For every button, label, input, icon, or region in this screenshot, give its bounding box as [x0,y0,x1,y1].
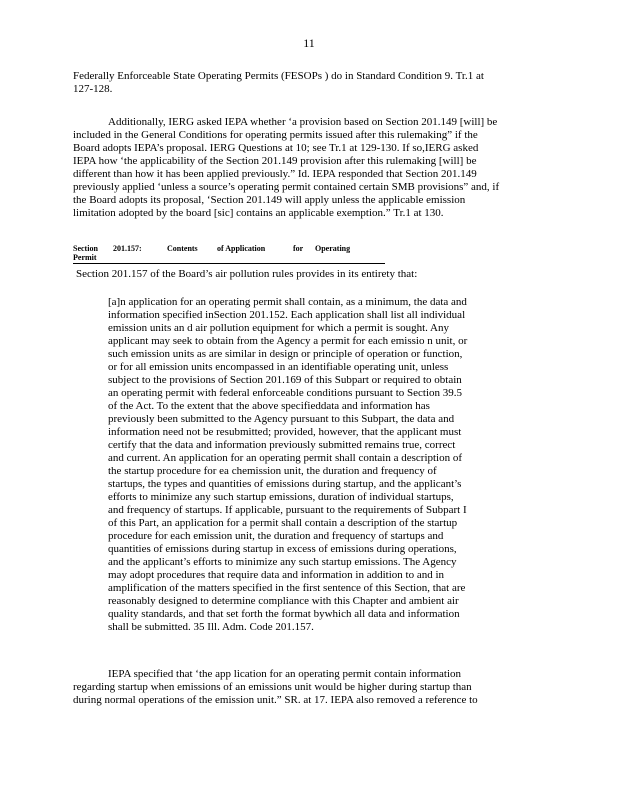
heading-section: Section [73,244,98,253]
quote-line: an operating permit with federal enforceable conditions pursuant to Section 39.5 [108,387,463,399]
paragraph-fesop [73,70,541,96]
block-quote [108,296,508,634]
text-line: IEPA specified that ‘the app lication for an operating permit contain information [108,668,462,680]
text-line: Additionally, IERG asked IEPA whether ‘a provision based on Section 201.149 [will] be [108,116,498,128]
quote-line: of this Part, an application for a permit shall contain a description of the startup [108,517,458,529]
quote-line: quality standards, and that set forth the format bywhich all data and information [108,608,460,620]
quote-line: certify that the data and information previously submitted remains true, correct [108,439,456,451]
quote-line: or for all emission units encompassed in an identifiable operating unit, unless [108,361,449,373]
quote-line: shall be submitted. 35 Ill. Adm. Code 201.157. [108,621,314,633]
quote-line: the startup procedure for ea chemission unit, the duration and frequency of [108,465,437,477]
text-line: regarding startup when emissions of an emissions unit would be higher during startup than [73,681,472,693]
page-number: 11 [303,36,315,50]
paragraph-ierg-question [73,116,541,220]
paragraph-intro [76,268,536,281]
text-line: Federally Enforceable State Operating Permits (FESOPs ) do in Standard Condition 9. Tr.1 at [73,70,484,82]
text-line: IEPA how ‘the applicability of the Section 201.149 provision after this rulemaking [will] be [73,155,477,167]
text-line: 127-128. [73,83,113,95]
heading-for: for [293,244,304,253]
quote-line: of the Act. To the extent that the above specifieddata and information has [108,400,430,412]
quote-line: [a]n application for an operating permit shall contain, as a minimum, the data and [108,296,467,308]
quote-line: and frequency of startups. If applicable, pursuant to the requirements of Subpart I [108,504,467,516]
paragraph-iepa-specified [73,668,541,707]
quote-line: quantities of emissions during startup in excess of emissions during operations, [108,543,457,555]
text-line: previously applied ‘unless a source’s operating permit contained certain SMB provisions” and, if [73,181,500,193]
text-line: limitation adopted by the board [sic] contains an applicable exemption.” Tr.1 at 130. [73,207,444,219]
heading-contents: Contents [167,244,198,253]
quote-line: such emission units as are similar in design or principle of operation or function, [108,348,463,360]
quote-line: previously been submitted to the Agency pursuant to this Subpart, the data and [108,413,455,425]
quote-line: and the applicant’s efforts to minimize any such startup emissions. The Agency [108,556,457,568]
quote-line: and current. An application for an operating permit shall contain a description of [108,452,463,464]
heading-number: 201.157: [113,244,142,253]
heading-operating: Operating [315,244,351,253]
text-line: the Board adopts its proposal, ‘Section 201.149 will apply unless the applicable emission [73,194,466,206]
text-line: different than how it has been applied previously.” Id. IEPA responded that Section 201.149 [73,168,477,180]
quote-line: reasonably designed to determine compliance with this Chapter and ambient air [108,595,459,607]
quote-line: may adopt procedures that require data and information in addition to and in [108,569,445,581]
section-heading [73,244,385,264]
heading-of-application: of Application [217,244,266,253]
quote-line: applicant may seek to obtain from the Agency a permit for each emissio n unit, or [108,335,468,347]
quote-line: information specified inSection 201.152. Each application shall list all individual [108,309,466,321]
text-line: during normal operations of the emission unit.” SR. at 17. IEPA also removed a reference to [73,694,478,706]
text-line: Board adopts IEPA’s proposal. IERG Questions at 10; see Tr.1 at 129-130. If so,IERG asked [73,142,479,154]
text-line: included in the General Conditions for operating permits issued after this rulemaking” if the [73,129,478,141]
text-line: Section 201.157 of the Board’s air pollution rules provides in its entirety that: [76,268,418,280]
quote-line: subject to the provisions of Section 201.169 of this Subpart or required to obtain [108,374,462,386]
quote-line: efforts to minimize any such startup emissions, duration of individual startups, [108,491,454,503]
quote-line: amplification of the matters specified in the first sentence of this Section, that are [108,582,466,594]
quote-line: procedure for each emission unit, the duration and frequency of startups and [108,530,444,542]
quote-line: information need not be resubmitted; provided, however, that the applicant must [108,426,462,438]
quote-line: emission units an d air pollution equipment for which a permit is sought. Any [108,322,449,334]
quote-line: startups, the types and quantities of emissions during startup, and the applicant’s [108,478,462,490]
heading-permit: Permit [73,253,97,262]
